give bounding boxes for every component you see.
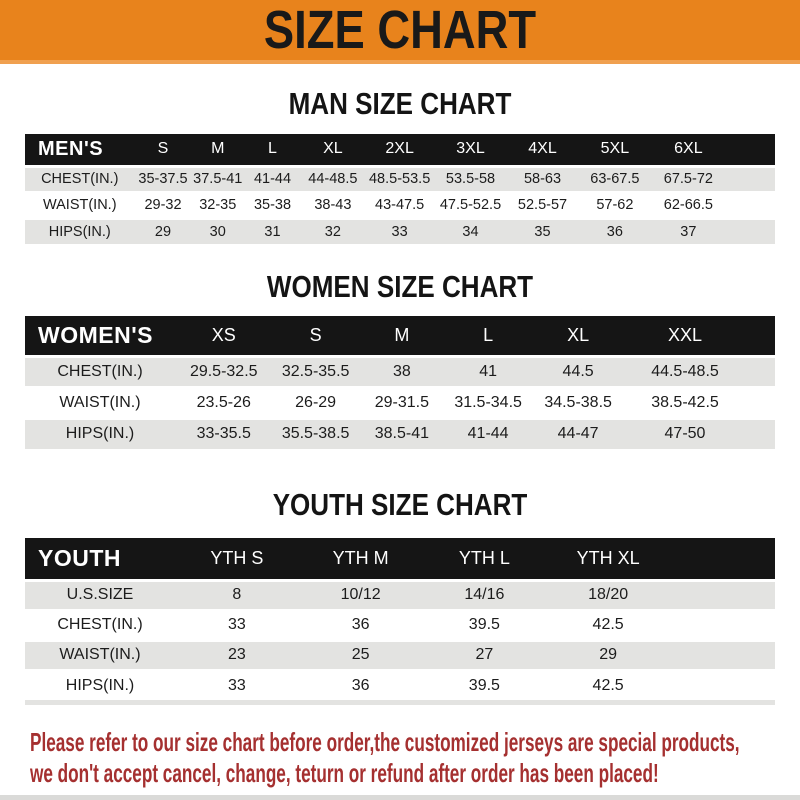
row-label-cell: CHEST(IN.) (25, 356, 175, 387)
size-value-cell: XL (531, 316, 625, 356)
size-value-cell: 44-48.5 (301, 166, 365, 192)
size-value-cell: 33 (175, 610, 299, 640)
man-section-heading: MAN SIZE CHART (288, 86, 512, 121)
size-value-cell: S (273, 316, 359, 356)
bottom-edge-strip (0, 795, 800, 800)
size-value-cell: 53.5-58 (435, 166, 507, 192)
man-section (0, 85, 800, 244)
size-value-cell: 27 (423, 640, 547, 670)
size-value-cell: 31 (244, 218, 301, 244)
size-value-cell: M (192, 134, 245, 166)
man-header-row (25, 134, 775, 166)
size-value-cell: 29.5-32.5 (175, 356, 273, 387)
size-value-cell: XXL (625, 316, 745, 356)
women-header-row (25, 316, 775, 356)
size-value-cell: L (244, 134, 301, 166)
row-label-cell: U.S.SIZE (25, 580, 175, 610)
size-value-cell: YTH M (299, 538, 423, 580)
size-value-cell: 29-31.5 (359, 387, 445, 418)
size-value-cell: 23.5-26 (175, 387, 273, 418)
spacer-cell (725, 166, 775, 192)
spacer-cell (745, 316, 775, 356)
women-hips-row (25, 418, 775, 449)
size-value-cell: 5XL (579, 134, 652, 166)
size-value-cell: 38 (359, 356, 445, 387)
size-value-cell: 36 (579, 218, 652, 244)
spacer-cell (745, 418, 775, 449)
size-value-cell: 34.5-38.5 (531, 387, 625, 418)
footer-disclaimer (30, 727, 740, 789)
size-value-cell: 3XL (435, 134, 507, 166)
size-value-cell: 38-43 (301, 192, 365, 218)
size-value-cell: XS (175, 316, 273, 356)
spacer-cell (745, 387, 775, 418)
size-value-cell: 39.5 (423, 670, 547, 700)
spacer-cell (725, 192, 775, 218)
row-label-cell: HIPS(IN.) (25, 218, 135, 244)
size-value-cell: 44-47 (531, 418, 625, 449)
size-value-cell: 4XL (507, 134, 579, 166)
size-value-cell: 44.5-48.5 (625, 356, 745, 387)
footer-disclaimer-line1: Please refer to our size chart before order,the customized jerseys are special products, (30, 727, 740, 757)
size-value-cell: 33-35.5 (175, 418, 273, 449)
youth-section (0, 486, 800, 705)
size-value-cell: 47-50 (625, 418, 745, 449)
size-value-cell: 52.5-57 (507, 192, 579, 218)
women-waist-row (25, 387, 775, 418)
size-value-cell: L (445, 316, 531, 356)
size-value-cell: 18/20 (546, 580, 670, 610)
row-label-cell: WOMEN'S (25, 316, 175, 356)
size-value-cell: 35-38 (244, 192, 301, 218)
youth-ussize-row (25, 580, 775, 610)
size-chart-banner (0, 0, 800, 64)
size-value-cell: M (359, 316, 445, 356)
youth-table-bottom-strip (25, 700, 775, 705)
size-value-cell: 48.5-53.5 (365, 166, 435, 192)
size-value-cell: 62-66.5 (651, 192, 725, 218)
size-value-cell: 58-63 (507, 166, 579, 192)
row-label-cell: WAIST(IN.) (25, 192, 135, 218)
row-label-cell: HIPS(IN.) (25, 418, 175, 449)
spacer-cell (725, 134, 775, 166)
youth-waist-row (25, 640, 775, 670)
size-value-cell: 14/16 (423, 580, 547, 610)
youth-chest-row (25, 610, 775, 640)
row-label-cell: WAIST(IN.) (25, 640, 175, 670)
size-value-cell: 39.5 (423, 610, 547, 640)
size-value-cell: 29 (546, 640, 670, 670)
size-value-cell: 35.5-38.5 (273, 418, 359, 449)
women-section (0, 268, 800, 449)
size-value-cell: XL (301, 134, 365, 166)
row-label-cell: YOUTH (25, 538, 175, 580)
size-value-cell: 32 (301, 218, 365, 244)
women-section-heading: WOMEN SIZE CHART (266, 269, 534, 304)
size-value-cell: 35 (507, 218, 579, 244)
man-chest-row (25, 166, 775, 192)
spacer-cell (670, 670, 775, 700)
size-value-cell: 34 (435, 218, 507, 244)
youth-header-row (25, 538, 775, 580)
size-value-cell: 10/12 (299, 580, 423, 610)
row-label-cell: CHEST(IN.) (25, 610, 175, 640)
size-value-cell: 42.5 (546, 670, 670, 700)
size-value-cell: 26-29 (273, 387, 359, 418)
footer-disclaimer-line2: we don't accept cancel, change, teturn or refund after order has been placed! (30, 758, 659, 788)
page-title: SIZE CHART (263, 0, 537, 60)
size-value-cell: 38.5-42.5 (625, 387, 745, 418)
size-value-cell: 37 (651, 218, 725, 244)
row-label-cell: CHEST(IN.) (25, 166, 135, 192)
size-value-cell: 30 (192, 218, 245, 244)
spacer-cell (670, 538, 775, 580)
size-value-cell: 47.5-52.5 (435, 192, 507, 218)
row-label-cell: MEN'S (25, 134, 135, 166)
size-value-cell: 36 (299, 610, 423, 640)
spacer-cell (670, 640, 775, 670)
man-waist-row (25, 192, 775, 218)
size-value-cell: 2XL (365, 134, 435, 166)
size-value-cell: 6XL (651, 134, 725, 166)
youth-size-table (25, 538, 775, 700)
row-label-cell: HIPS(IN.) (25, 670, 175, 700)
size-value-cell: YTH S (175, 538, 299, 580)
size-value-cell: 44.5 (531, 356, 625, 387)
size-value-cell: 32-35 (192, 192, 245, 218)
spacer-cell (670, 580, 775, 610)
women-size-table (25, 316, 775, 449)
size-value-cell: 32.5-35.5 (273, 356, 359, 387)
man-size-table (25, 134, 775, 244)
size-value-cell: YTH L (423, 538, 547, 580)
size-value-cell: 31.5-34.5 (445, 387, 531, 418)
size-value-cell: 36 (299, 670, 423, 700)
youth-section-heading: YOUTH SIZE CHART (272, 487, 528, 522)
row-label-cell: WAIST(IN.) (25, 387, 175, 418)
size-value-cell: 41-44 (445, 418, 531, 449)
youth-hips-row (25, 670, 775, 700)
size-value-cell: 43-47.5 (365, 192, 435, 218)
size-value-cell: 38.5-41 (359, 418, 445, 449)
size-value-cell: 23 (175, 640, 299, 670)
size-value-cell: YTH XL (546, 538, 670, 580)
spacer-cell (745, 356, 775, 387)
size-value-cell: 8 (175, 580, 299, 610)
size-value-cell: 67.5-72 (651, 166, 725, 192)
size-value-cell: 29-32 (135, 192, 192, 218)
size-value-cell: 42.5 (546, 610, 670, 640)
size-value-cell: 37.5-41 (192, 166, 245, 192)
spacer-cell (725, 218, 775, 244)
size-value-cell: 33 (365, 218, 435, 244)
size-value-cell: S (135, 134, 192, 166)
spacer-cell (670, 610, 775, 640)
man-hips-row (25, 218, 775, 244)
size-value-cell: 35-37.5 (135, 166, 192, 192)
size-value-cell: 41 (445, 356, 531, 387)
size-value-cell: 29 (135, 218, 192, 244)
size-value-cell: 57-62 (579, 192, 652, 218)
size-value-cell: 41-44 (244, 166, 301, 192)
size-value-cell: 33 (175, 670, 299, 700)
size-value-cell: 63-67.5 (579, 166, 652, 192)
size-value-cell: 25 (299, 640, 423, 670)
women-chest-row (25, 356, 775, 387)
